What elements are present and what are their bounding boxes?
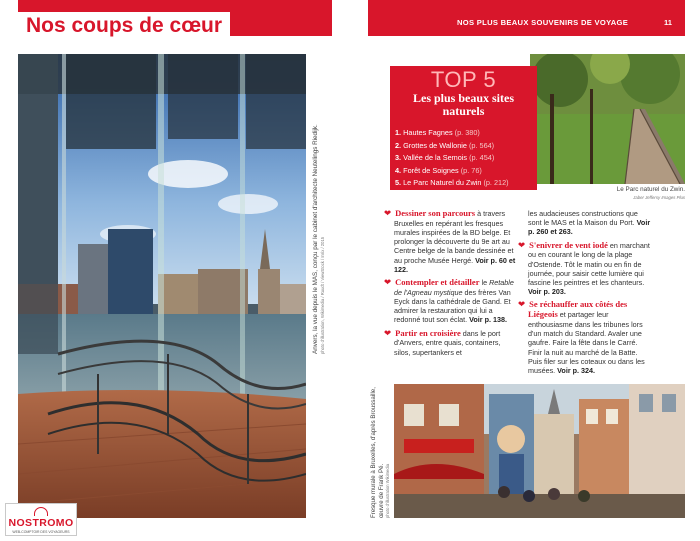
text-column-right xyxy=(518,209,652,379)
item-body-pre: le xyxy=(481,278,488,288)
item-ref: Voir p. 138. xyxy=(469,315,507,325)
item-ref: Voir p. 324. xyxy=(557,366,595,376)
item-title: Dessiner son parcours xyxy=(395,208,476,218)
glass-facade-harbour-photo xyxy=(18,54,306,518)
zwin-caption: Le Parc naturel du Zwin. xyxy=(616,186,685,193)
top5-heading: TOP 5 xyxy=(430,67,497,92)
item-body: dans le port d'Anvers, entre quais, containers, silos, supertankers et xyxy=(394,328,501,357)
top5-subtitle-line1: Les plus beaux sites xyxy=(412,91,515,105)
item-title: Se réchauffer aux côtés des Liégeois xyxy=(528,299,628,320)
heart-icon: ❤ xyxy=(384,327,392,338)
highlight-item xyxy=(384,327,518,357)
list-item: 1. Hautes Fagnes (p. 380) xyxy=(395,128,480,137)
logo-arc-icon xyxy=(34,507,48,516)
zwin-credit: Jaber Jeffersy Images Plus xyxy=(633,195,685,200)
heart-icon: ❤ xyxy=(384,277,392,288)
heart-icon: ❤ xyxy=(384,208,392,218)
list-item: 3. Vallée de la Semois (p. 454) xyxy=(395,153,495,163)
logo-tagline: WEB-COMPTOIR DES VOYAGEURS xyxy=(12,530,70,534)
list-item: 4. Forêt de Soignes (p. 76) xyxy=(395,165,482,175)
brussels-mural-street-photo xyxy=(394,384,685,518)
item-body: à travers Bruxelles en repérant les fresques murales inspirées de la BD belge. Et prolonger la découverte du 9e art au Centre belge de la bande dessinée et au proche Musée Hergé. xyxy=(394,209,514,265)
item-body-post: des frères Van Eyck dans la cathédrale de Gand. Et admirer la restauration qui lui a redonné tout son éclat. xyxy=(394,287,511,325)
top5-box xyxy=(390,66,537,190)
highlight-item xyxy=(518,239,652,297)
highlight-item xyxy=(518,299,652,376)
bottom-photo-caption xyxy=(368,384,390,518)
list-item: 2. Grottes de Wallonie (p. 564) xyxy=(395,140,495,150)
nostromo-logo[interactable] xyxy=(5,503,77,536)
item-ref: Voir p. 260 et 263. xyxy=(528,218,651,237)
right-header-band xyxy=(368,0,685,36)
left-header-band xyxy=(18,0,332,36)
highlight-item xyxy=(384,277,518,325)
item-title: Contempler et détailler xyxy=(395,277,480,288)
page-title: Nos coups de cœur xyxy=(26,14,223,37)
bottom-credit-text: photo d'illustration Wikimedia xyxy=(385,463,390,518)
heart-icon: ❤ xyxy=(518,239,526,250)
item-title: Partir en croisière xyxy=(395,327,461,338)
text-column-left xyxy=(384,208,518,361)
photo-credit-text: photo d'illustration, Wikimedia / Ruudt / ViewStock / Inrix / 2015 xyxy=(320,236,325,354)
photo-credit xyxy=(320,54,328,354)
right-page xyxy=(352,0,700,541)
left-title-box xyxy=(18,12,230,40)
left-page xyxy=(0,0,348,541)
top5-subtitle-line2: naturels xyxy=(442,103,485,118)
top5-list xyxy=(395,127,535,190)
highlight-item-continued xyxy=(528,209,652,237)
logo-name: NOSTROMO xyxy=(8,517,74,529)
item-title: S'enivrer de vent iodé xyxy=(529,239,608,250)
item-ref: Voir p. 203. xyxy=(528,287,566,297)
item-body-continued: les audacieuses constructions que sont le MAS et la Maison du Port. xyxy=(528,209,638,228)
zwin-boardwalk-photo xyxy=(530,54,685,184)
highlight-item xyxy=(384,208,518,274)
photo-caption-text: Anvers, la vue depuis le MAS, conçu par le cabinet d'architecte Neutelings Riedijk. xyxy=(312,124,319,354)
item-body: et partager leur enthousiasme dans les tribunes lors d'un match du Standard. Avaler une gaufre. Faire la fête dans le Carré. Finir la nuit au marché de la Batte. Puis filer sur les coteaux ou dans les musées. xyxy=(528,310,645,376)
item-body-artwork: Retable de l'Agneau mystique xyxy=(394,278,514,297)
section-title: NOS PLUS BEAUX SOUVENIRS DE VOYAGE xyxy=(457,18,629,27)
list-item: 5. Le Parc Naturel du Zwin (p. 212) xyxy=(395,178,509,188)
page-number: 11 xyxy=(664,18,673,27)
item-body: en marchant ou en courant le long de la plage d'Ostende. Tôt le matin ou en fin de journée, pour saisir cette lumière qui fascine les peintres et les chanteurs. xyxy=(528,240,650,288)
item-ref: Voir p. 60 et 122. xyxy=(394,255,516,274)
bottom-caption-text: Fresque murale à Bruxelles, d'après Broussaille, œuvre de Frank Pé. xyxy=(370,387,385,518)
top5-subtitle xyxy=(390,92,537,117)
heart-icon: ❤ xyxy=(518,299,526,310)
